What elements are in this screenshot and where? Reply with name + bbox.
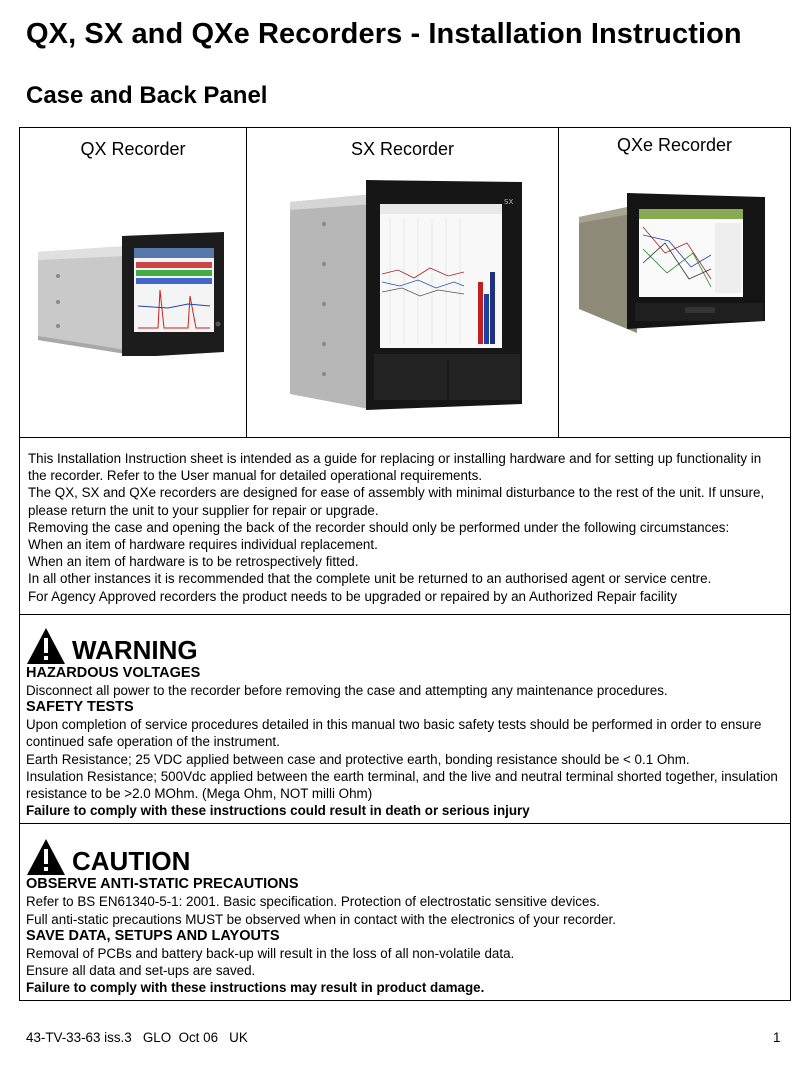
sx-badge: SX: [503, 198, 513, 206]
product-photos-row: [20, 128, 791, 438]
caution-footer: Failure to comply with these instructions may result in product damage.: [26, 980, 485, 996]
caution-triangle-icon: [26, 838, 66, 876]
hazardous-voltages-text: Disconnect all power to the recorder before removing the case and attempting any maintenance procedures.: [26, 683, 668, 698]
sx-recorder-image: [278, 174, 528, 414]
caution-header: [26, 828, 784, 876]
warning-header: [26, 619, 784, 665]
safety-tests-title: SAFETY TESTS: [26, 699, 134, 716]
warning-heading: WARNING: [72, 635, 198, 665]
intro-paragraph: In all other instances it is recommended that the complete unit be returned to an authorised agent or service centre.: [28, 571, 712, 587]
qx-recorder-cell: [20, 128, 247, 438]
warning-footer: Failure to comply with these instructions could result in death or serious injury: [26, 803, 530, 819]
intro-text-cell: [20, 438, 791, 615]
warning-triangle-icon: [26, 627, 66, 665]
intro-paragraph: The QX, SX and QXe recorders are designed for ease of assembly with minimal disturbance to the rest of the unit. If unsure, please return the unit to your supplier for repair or upgrade.: [28, 485, 765, 518]
warning-row: [20, 615, 791, 824]
earth-resistance-text: Earth Resistance; 25 VDC applied between case and protective earth, bonding resistance should be < 0.1 Ohm.: [26, 751, 690, 767]
qx-recorder-image: [28, 216, 238, 356]
section-title: Case and Back Panel: [26, 82, 268, 109]
warning-cell: [20, 615, 791, 824]
qxe-recorder-image: [565, 183, 785, 353]
save-data-text: Ensure all data and set-ups are saved.: [26, 963, 256, 979]
caution-row: [20, 824, 791, 1001]
save-data-text: Removal of PCBs and battery back-up will result in the loss of all non-volatile data.: [26, 945, 515, 961]
save-data-title: SAVE DATA, SETUPS AND LAYOUTS: [26, 927, 280, 944]
intro-paragraph: When an item of hardware is to be retrospectively fitted.: [28, 554, 359, 570]
hazardous-voltages-title: HAZARDOUS VOLTAGES: [26, 665, 201, 681]
qxe-recorder-label: QXe Recorder: [616, 135, 733, 155]
sx-recorder-label: SX Recorder: [350, 139, 455, 159]
anti-static-text: Refer to BS EN61340-5-1: 2001. Basic specification. Protection of electrostatic sensitive devices.: [26, 894, 600, 910]
insulation-resistance-text: Insulation Resistance; 500Vdc applied between the earth terminal, and the live and neutral terminal shorted together, insulation resistance to be >2.0 MOhm. (Mega Ohm, NOT milli Ohm): [26, 768, 778, 802]
intro-paragraph: Removing the case and opening the back of the recorder should only be performed under the following circumstances:: [28, 519, 730, 535]
qx-recorder-label: QX Recorder: [80, 139, 186, 159]
intro-row: [20, 438, 791, 615]
anti-static-text: Full anti-static precautions MUST be observed when in contact with the electronics of your recorder.: [26, 911, 616, 927]
intro-paragraph: This Installation Instruction sheet is intended as a guide for replacing or installing hardware and for setting up functionality in the recorder. Refer to the User manual for detailed operational requirements.: [28, 451, 762, 484]
page-title: QX, SX and QXe Recorders - Installation Instruction: [26, 18, 742, 50]
intro-paragraph: For Agency Approved recorders the product needs to be upgraded or repaired by an Authorized Repair facility: [28, 588, 678, 604]
intro-paragraph: When an item of hardware requires individual replacement.: [28, 537, 378, 553]
content-table: [19, 127, 791, 1001]
anti-static-title: OBSERVE ANTI-STATIC PRECAUTIONS: [26, 876, 299, 893]
sx-recorder-cell: [247, 128, 559, 438]
caution-heading: CAUTION: [72, 846, 191, 877]
qxe-recorder-cell: [559, 128, 791, 438]
caution-cell: [20, 824, 791, 1001]
page-number: 1: [773, 1030, 781, 1045]
safety-tests-text: Upon completion of service procedures detailed in this manual two basic safety tests should be performed in order to ensure continued safe operation of the instrument.: [26, 717, 762, 750]
document-reference: 43-TV-33-63 iss.3 GLO Oct 06 UK: [26, 1030, 248, 1045]
